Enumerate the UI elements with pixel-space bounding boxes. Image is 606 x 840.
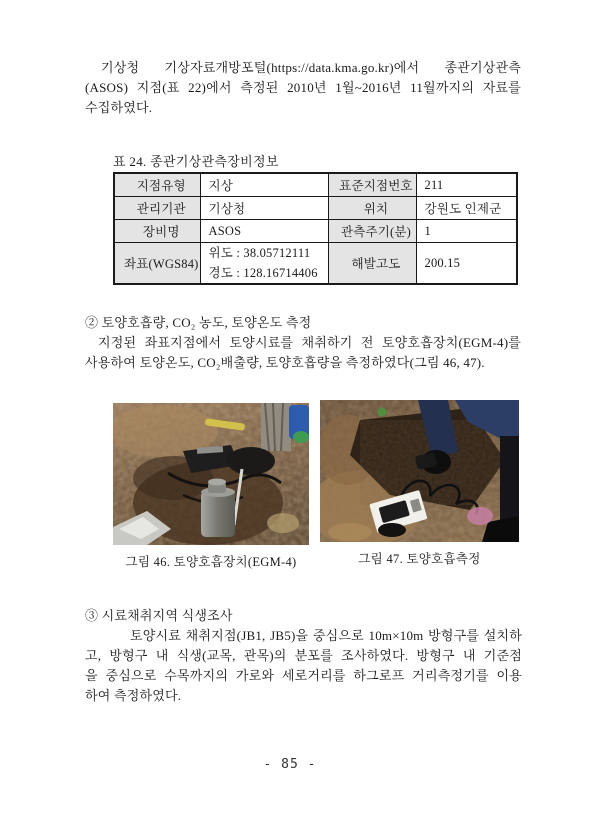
section-soil-respiration-heading: ② 토양호흡량, CO₂ 농도, 토양온도 측정 — [85, 315, 312, 330]
table-title: 표 24. 종관기상관측장비정보 — [113, 154, 279, 169]
paragraph-line: (ASOS) 지점(표 22)에서 측정된 2010년 1월~2016년 11월까지의 자료를 — [85, 80, 521, 95]
figure-46-caption: 그림 46. 토양호흡장치(EGM-4) — [125, 555, 297, 569]
black-bag — [227, 447, 275, 475]
label-cell: 장비명 — [114, 220, 200, 243]
label-cell: 좌표(WGS84) — [114, 243, 200, 285]
paragraph-line: 수집하였다. — [85, 100, 153, 115]
section-vegetation-body — [85, 626, 522, 706]
pink-flag — [467, 507, 493, 525]
paragraph-line: 지정된 좌표지점에서 토양시료를 채취하기 전 토양호흡장치(EGM-4)를 — [98, 335, 521, 350]
table-row — [114, 197, 517, 220]
value-cell: 기상청 — [200, 197, 328, 220]
respiration-chamber-cylinder — [201, 491, 235, 537]
value-cell: 강원도 인제군 — [416, 197, 517, 220]
label-cell: 지점유형 — [114, 173, 200, 197]
label-cell: 위치 — [328, 197, 416, 220]
paragraph-line: 을 중심으로 수목까지의 가로와 세로거리를 하그로프 거리측정기를 이용 — [85, 668, 522, 683]
value-cell: ASOS — [200, 220, 328, 243]
value-cell: 지상 — [200, 173, 328, 197]
paragraph-line: 하여 측정하였다. — [85, 688, 182, 703]
longitude-value: 경도 : 128.16714406 — [208, 266, 318, 280]
intro-paragraph — [85, 58, 521, 118]
label-cell: 관측주기(분) — [328, 220, 416, 243]
label-cell: 관리기관 — [114, 197, 200, 220]
green-leaf — [378, 408, 387, 417]
value-cell: 200.15 — [416, 243, 517, 285]
equipment-table — [113, 172, 518, 285]
paragraph-line: 토양시료 채취지점(JB1, JB5)을 중심으로 10m×10m 방형구를 설치하 — [130, 628, 522, 643]
value-cell: 1 — [416, 220, 517, 243]
label-cell: 표준지점번호 — [328, 173, 416, 197]
table-row — [114, 243, 517, 285]
paragraph-line: 기상청 기상자료개방포털(https://data.kma.go.kr)에서 종관기상관측 — [101, 60, 521, 75]
table-row — [114, 173, 517, 197]
figure-46-photo — [113, 403, 309, 545]
value-cell — [200, 243, 328, 285]
value-cell: 211 — [416, 173, 517, 197]
section-soil-respiration-body — [85, 333, 521, 373]
section-vegetation-heading: ③ 시료채취지역 식생조사 — [85, 608, 233, 623]
figure-47-caption: 그림 47. 토양호흡측정 — [358, 552, 481, 566]
paragraph-line: 고, 방형구 내 식생(교목, 관목)의 분포를 조사하였다. 방형구 내 기준점 — [85, 648, 522, 663]
paragraph-line: 사용하여 토양온도, CO₂배출량, 토양호흡량을 측정하였다(그림 46, 47). — [85, 355, 485, 370]
figure-47-photo — [320, 400, 519, 542]
latitude-value: 위도 : 38.05712111 — [208, 246, 311, 260]
page-number: - 85 - — [263, 757, 317, 772]
label-cell: 해발고도 — [328, 243, 416, 285]
table-row — [114, 220, 517, 243]
